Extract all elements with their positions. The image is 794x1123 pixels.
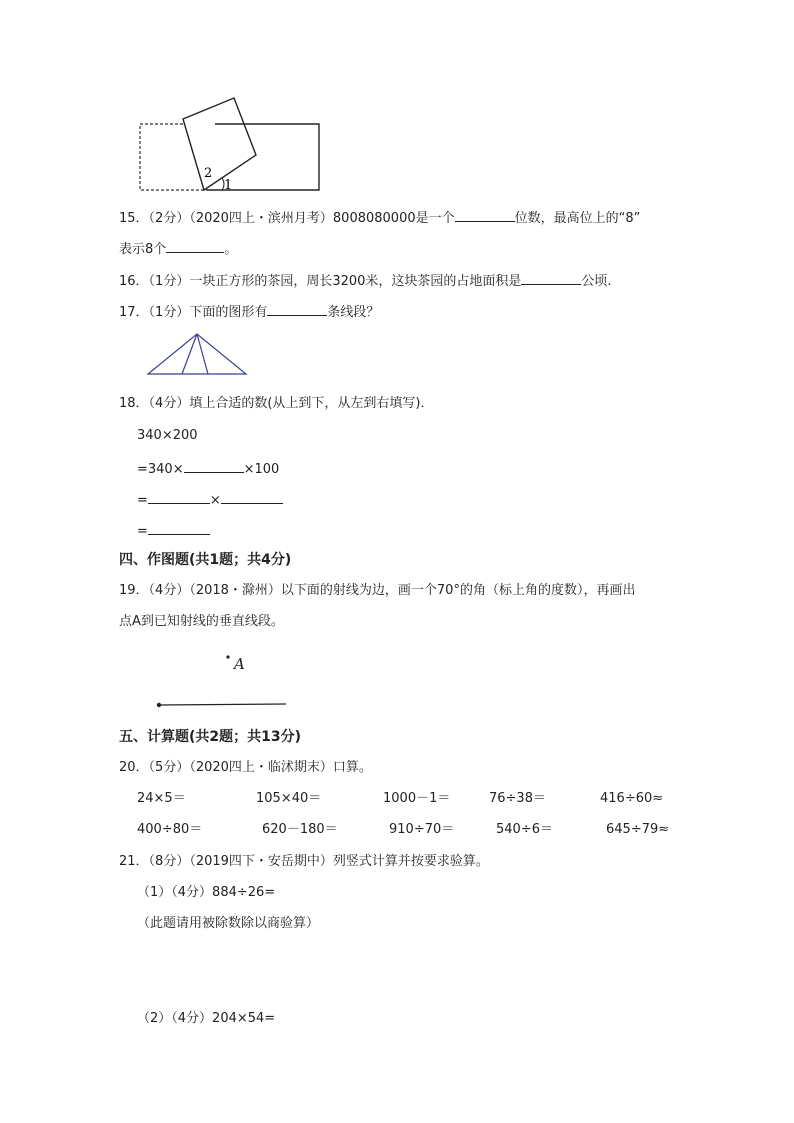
q18-line2: =340× ×100 [137, 458, 279, 479]
question-19: 19．（4分）（2018・滁州）以下面的射线为边，画一个70°的角（标上角的度数），再画出 [119, 583, 636, 598]
q18-line3: = × [137, 489, 283, 510]
oral-calc-item: 645÷79≈ [606, 822, 670, 837]
oral-calc-item: 620－180＝ [262, 822, 338, 837]
section-5-title: 五、计算题(共2题；共13分) [119, 729, 302, 745]
question-number: 21． [119, 854, 149, 869]
question-18: 18．（4分）填上合适的数(从上到下，从左到右填写)． [119, 396, 434, 411]
oral-calc-item: 24×5＝ [137, 791, 186, 806]
angle-label-2: 2 [204, 166, 213, 181]
question-number: 15． [119, 211, 149, 226]
point-a-label: A [234, 655, 245, 673]
question-21: 21．（8分）（2019四下・安岳期中）列竖式计算并按要求验算。 [119, 854, 489, 869]
question-number: 17． [119, 305, 149, 320]
oral-calc-item: 1000－1＝ [383, 791, 451, 806]
question-number: 18． [119, 396, 149, 411]
oral-calc-item: 105×40＝ [256, 791, 322, 806]
question-info: （5分）（2020四上・临沭期末） [148, 760, 333, 775]
question-info: （2分）（2020四上・滨州月考） [148, 211, 333, 226]
section-4-title: 四、作图题(共1题；共4分) [119, 552, 292, 568]
question-19-line2: 点A到已知射线的垂直线段。 [119, 614, 284, 629]
question-20: 20．（5分）（2020四上・临沭期末）口算。 [119, 760, 372, 775]
question-number: 16． [119, 274, 149, 289]
question-17: 17．（1分）下面的图形有 条线段？ [119, 301, 379, 322]
question-15-line2: 表示8个 。 [119, 238, 237, 259]
point-a-dot [226, 655, 229, 658]
q18-line1: 340×200 [137, 428, 198, 443]
angle-label-1: 1 [224, 178, 233, 193]
question-number: 20． [119, 760, 149, 775]
q21-part1-note: （此题请用被除数除以商验算） [137, 916, 320, 931]
q21-part2: （2）（4分）204×54= [137, 1011, 276, 1026]
q18-line4: = [137, 520, 210, 541]
q21-part1: （1）（4分）884÷26= [137, 885, 276, 900]
question-16: 16．（1分）一块正方形的茶园，周长3200米，这块茶园的占地面积是 公顷. [119, 270, 612, 291]
question-info: （1分） [148, 305, 190, 320]
oral-calc-item: 540÷6＝ [496, 822, 553, 837]
question-info: （4分）（2018・滁州） [148, 583, 281, 598]
question-number: 19． [119, 583, 149, 598]
oral-calc-item: 76÷38＝ [489, 791, 546, 806]
question-info: （1分） [148, 274, 190, 289]
oral-calc-item: 910÷70＝ [389, 822, 455, 837]
given-ray [159, 704, 286, 705]
question-info: （4分） [148, 396, 190, 411]
oral-calc-item: 416÷60≈ [600, 791, 664, 806]
question-15: 15．（2分）（2020四上・滨州月考）8008080000是一个 位数，最高位上的“8” [119, 207, 640, 228]
question-info: （8分）（2019四下・安岳期中） [148, 854, 333, 869]
oral-calc-item: 400÷80＝ [137, 822, 203, 837]
